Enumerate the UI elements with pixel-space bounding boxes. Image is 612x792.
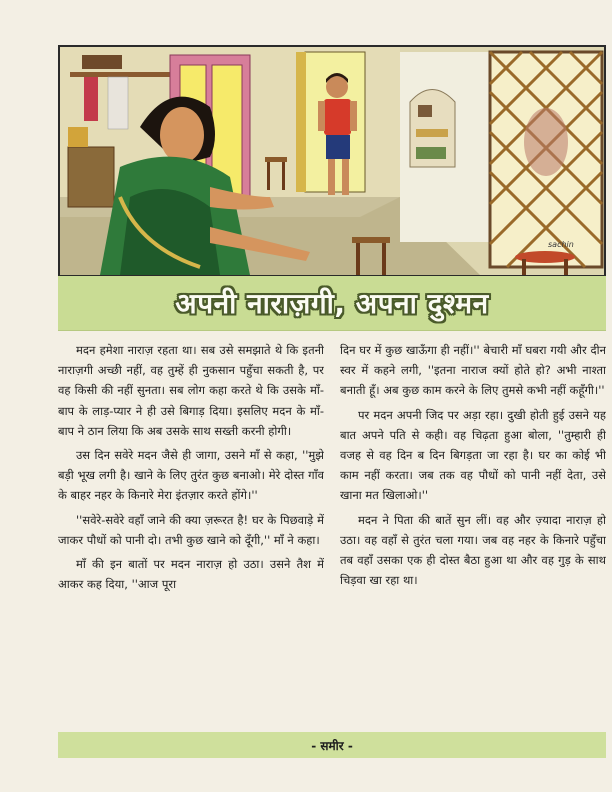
illustration-signature: sachin: [548, 240, 574, 249]
paragraph: माँ की इन बातों पर मदन नाराज़ हो उठा। उसने तैश में आकर कह दिया, ''आज पूरा: [58, 557, 324, 592]
left-column: [58, 340, 324, 728]
paragraph: दिन घर में कुछ खाऊँगा ही नहीं।'' बेचारी माँ घबरा गयी और दीन स्वर में कहने लगी, ''इतना नाराज क्यों होते हो? अभी नाश्ता बनाती हूँ। अब कुछ काम करने के लिए तुमसे कभी नहीं कहूँगी।'': [340, 343, 606, 398]
paragraph: ''सवेरे-सवेरे वहाँ जाने की क्या ज़रूरत है! घर के पिछवाड़े में जाकर पौधों को पानी दो। तभी कुछ खाने को दूँगी,'' माँ ने कहा।: [58, 512, 324, 547]
paragraph: मदन हमेशा नाराज़ रहता था। सब उसे समझाते थे कि इतनी नाराज़गी अच्छी नहीं, वह तुम्हें ही नुकसान पहुँचा सकती है, पर वह किसी की नहीं सुनता। सब लोग कहा करते थे कि उसके माँ-बाप के लाड़-प्यार ने ही उसे बिगाड़ दिया। इसलिए मदन के माँ-बाप ने ठान लिया कि अब उसके साथ सख्ती करनी होगी।: [58, 343, 324, 438]
title-band: [58, 276, 606, 331]
right-column: [340, 340, 606, 728]
paragraph: पर मदन अपनी जिद पर अड़ा रहा। दुखी होती हुई उसने यह बात अपने पति से कही। वह चिढ़ता हुआ बोला, ''तुम्हारी ही वजह से वह दिन ब दिन बिगड़ता जा रहा है। घर का कोई भी काम नहीं करता। जब तक वह पौधों को पानी नहीं देता, उसे खाना मत खिलाओ।'': [340, 407, 606, 503]
paragraph: उस दिन सवेरे मदन जैसे ही जागा, उसने माँ से कहा, ''मुझे बड़ी भूख लगी है। खाने के लिए तुरंत कुछ बनाओ। मेरे दोस्त गाँव के बाहर नहर के किनारे मेरा इंतज़ार करते होंगे।'': [58, 448, 324, 503]
story-title: अपनी नाराज़गी, अपना दुश्मन: [175, 287, 489, 320]
illustration-scene: [60, 47, 604, 275]
story-body: [58, 340, 606, 728]
author-name: - समीर -: [311, 738, 353, 753]
story-illustration: [58, 45, 606, 277]
paragraph: मदन ने पिता की बातें सुन लीं। वह और ज़्यादा नाराज़ हो उठा। वह वहाँ से तुरंत चला गया। जब वह नहर के किनारे पहुँचा तब वहाँ उसका एक ही दोस्त बैठा हुआ था और वह गुड़ के साथ चिड़वा खा रहा था।: [340, 512, 606, 588]
author-band: [58, 732, 606, 758]
